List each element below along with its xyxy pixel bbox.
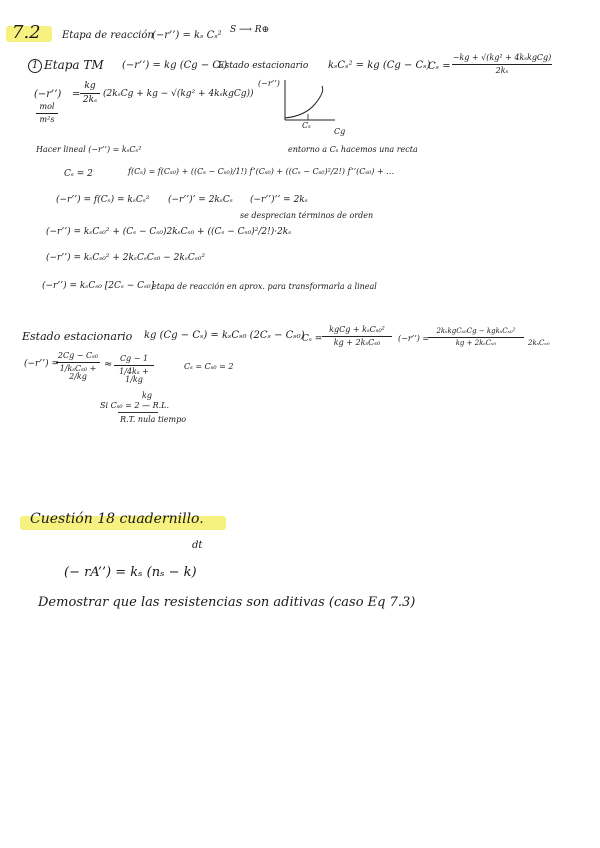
result-denominator: 1/kₛCₛ₀ + 2/kg bbox=[59, 364, 97, 381]
r2-denominator: kg + 2kₛCₛ₀ bbox=[455, 339, 497, 347]
entorno-note: entorno a Cₛ hacemos una recta bbox=[288, 145, 418, 154]
etapa-tm-label: Etapa TM bbox=[44, 58, 104, 72]
units-denominator: m²s bbox=[39, 115, 55, 124]
rate-lhs: (−r’’) bbox=[34, 89, 62, 100]
dt-label: dt bbox=[192, 540, 203, 551]
notebook-page: 7.2 Etapa de reacción (−r’’) = kₛ Cₛ² S ⟶ R⊕ 1 Etapa TM (−r’’) = kg (Cg − Cₛ) Estado estacionario kₛCₛ² = kg (Cg − Cₛ) Cₛ = −kg + √(kg² + 4kₛkgCg) 2kₛ (−r’’) mol m²s = kg 2kₛ (2kₛCg + kg − √(kg² + 4kₛkgCg)) (−r’’) Cₛ Cg Hacer lineal (−r’’) = kₛCₛ² entorno a Cₛ hacemos una recta Cₛ = 2 f(Cₛ) = f(Cₛ₀) + ((Cₛ − Cₛ₀)/1!) f’(Cₛ₀) + ((Cₛ − Cₛ₀)²/2!) f’’(Cₛ₀) + … (−r’’) = f(Cₛ) = kₛCₛ² (−r’’)’ = 2kₛCₛ (−r’’)’’ = 2kₛ se desprecian términos de orden (−r’’) = kₛCₛ₀² + (Cₛ − Cₛ₀)2kₛCₛ₀ + ((Cₛ − Cₛ₀)²/2!)·2kₛ (−r’’) = kₛCₛ₀² + 2kₛCₛCₛ₀ − 2kₛCₛ₀² (−r’’) = kₛCₛ₀ [2Cₛ − Cₛ₀] etapa de reacción en aprox. para transformarla a lineal Estado estacionario kg (Cg − Cₛ) = kₛCₛ₀ (2Cₛ − Cₛ₀) Cₛ = kgCg + kₛCₛ₀² kg + 2kₛCₛ₀ (−r’’) = 2kₛkgCₛ₀Cg − kgkₛCₛ₀² kg + 2kₛCₛ₀ 2kₛCₛ₀ (−r’’) = 2Cg − Cₛ₀ 1/kₛCₛ₀ + 2/kg ≈ Cg − 1 1/4kₛ + 1/kg Cₛ = Cₛ₀ = 2 kg Si Cₛ₀ = 2 — R.L. R.T. nula tiempo Cuestión 18 cuadernillo. dt (− rA’’) = kₛ (nₛ − k) Demostrar que las resistencias son aditivas (caso Eq 7.3) bbox=[0, 0, 600, 848]
result-fraction bbox=[56, 352, 100, 381]
step-3: (−r’’) = kₛCₛ₀ [2Cₛ − Cₛ₀] bbox=[42, 281, 155, 291]
cuestion-text: Demostrar que las resistencias son aditivas (caso Eq 7.3) bbox=[38, 595, 416, 610]
cs-denominator: 2kₛ bbox=[495, 66, 509, 75]
rate-equation: (−r’’) = kₛ Cₛ² bbox=[152, 30, 222, 41]
cs2-lhs: Cₛ = bbox=[302, 334, 323, 344]
cs2-numerator: kgCg + kₛCₛ₀² bbox=[329, 325, 385, 334]
r2-tail: 2kₛCₛ₀ bbox=[528, 339, 550, 347]
note-rl: Si Cₛ₀ = 2 — R.L. bbox=[100, 401, 169, 410]
units-numerator: mol bbox=[39, 102, 55, 111]
cs-fraction bbox=[452, 54, 552, 75]
second-derivative: (−r’’)’’ = 2kₛ bbox=[250, 195, 308, 205]
section-title: Etapa de reacción bbox=[62, 30, 154, 41]
step-marker: 1 bbox=[28, 59, 42, 73]
condition: Cₛ = Cₛ₀ = 2 bbox=[184, 362, 234, 371]
r2-fraction bbox=[428, 328, 524, 347]
result2-denominator: 1/4kₛ + 1/kg bbox=[119, 367, 149, 384]
taylor-series: f(Cₛ) = f(Cₛ₀) + ((Cₛ − Cₛ₀)/1!) f’(Cₛ₀) + ((Cₛ − Cₛ₀)²/2!) f’’(Cₛ₀) + … bbox=[128, 167, 395, 176]
estado-2-label: Estado estacionario bbox=[22, 330, 133, 343]
approx-sign: ≈ bbox=[104, 359, 113, 370]
rate-rhs: (2kₛCg + kg − √(kg² + 4kₛkgCg)) bbox=[103, 89, 254, 99]
graph-ylabel: (−r’’) bbox=[258, 79, 280, 88]
cuestion-equation: (− rA’’) = kₛ (nₛ − k) bbox=[64, 565, 197, 580]
estado-estacionario-label: Estado estacionario bbox=[218, 61, 309, 71]
despreciamos-note: se desprecian términos de orden bbox=[240, 211, 374, 220]
units-fraction bbox=[36, 103, 58, 124]
graph-xlabel: Cg bbox=[334, 127, 346, 136]
cs-numerator: −kg + √(kg² + 4kₛkgCg) bbox=[452, 53, 552, 62]
frac-den: 2kₛ bbox=[82, 95, 98, 105]
reaction-sketch: S ⟶ R⊕ bbox=[230, 25, 270, 35]
graph-xmark: Cₛ bbox=[302, 121, 311, 130]
result-numerator: 2Cg − Cₛ₀ bbox=[57, 351, 99, 360]
cs-equals-2: Cₛ = 2 bbox=[64, 169, 93, 179]
r2-numerator: 2kₛkgCₛ₀Cg − kgkₛCₛ₀² bbox=[436, 327, 516, 335]
result-lhs: (−r’’) = bbox=[24, 359, 59, 369]
hacer-lineal: Hacer lineal (−r’’) = kₛCₛ² bbox=[36, 145, 142, 154]
step-2: (−r’’) = kₛCₛ₀² + 2kₛCₛCₛ₀ − 2kₛCₛ₀² bbox=[46, 253, 205, 263]
note-kg: kg bbox=[142, 391, 152, 400]
result-fraction-2 bbox=[114, 355, 154, 384]
step-3-note: etapa de reacción en aprox. para transformarla a lineal bbox=[152, 282, 377, 291]
result2-numerator: Cg − 1 bbox=[119, 354, 149, 363]
frac-num: kg bbox=[84, 81, 96, 91]
cs2-fraction bbox=[322, 326, 392, 347]
f-of-cs: (−r’’) = f(Cₛ) = kₛCₛ² bbox=[56, 195, 150, 205]
cs-lhs: Cₛ = bbox=[428, 61, 451, 72]
first-derivative: (−r’’)’ = 2kₛCₛ bbox=[168, 195, 233, 205]
cuestion-title: Cuestión 18 cuadernillo. bbox=[30, 511, 204, 527]
tm-equation: (−r’’) = kg (Cg − Cₛ) bbox=[122, 60, 228, 71]
kg-2ks-fraction bbox=[80, 82, 100, 105]
balance-equation: kₛCₛ² = kg (Cg − Cₛ) bbox=[328, 60, 431, 71]
cs2-denominator: kg + 2kₛCₛ₀ bbox=[333, 338, 381, 347]
estado-2-equation: kg (Cg − Cₛ) = kₛCₛ₀ (2Cₛ − Cₛ₀) bbox=[144, 330, 305, 341]
step-1: (−r’’) = kₛCₛ₀² + (Cₛ − Cₛ₀)2kₛCₛ₀ + ((Cₛ − Cₛ₀)²/2!)·2kₛ bbox=[46, 227, 292, 237]
section-number: 7.2 bbox=[12, 22, 41, 43]
r2-lhs: (−r’’) = bbox=[398, 334, 430, 343]
note-rt: R.T. nula tiempo bbox=[120, 415, 187, 424]
